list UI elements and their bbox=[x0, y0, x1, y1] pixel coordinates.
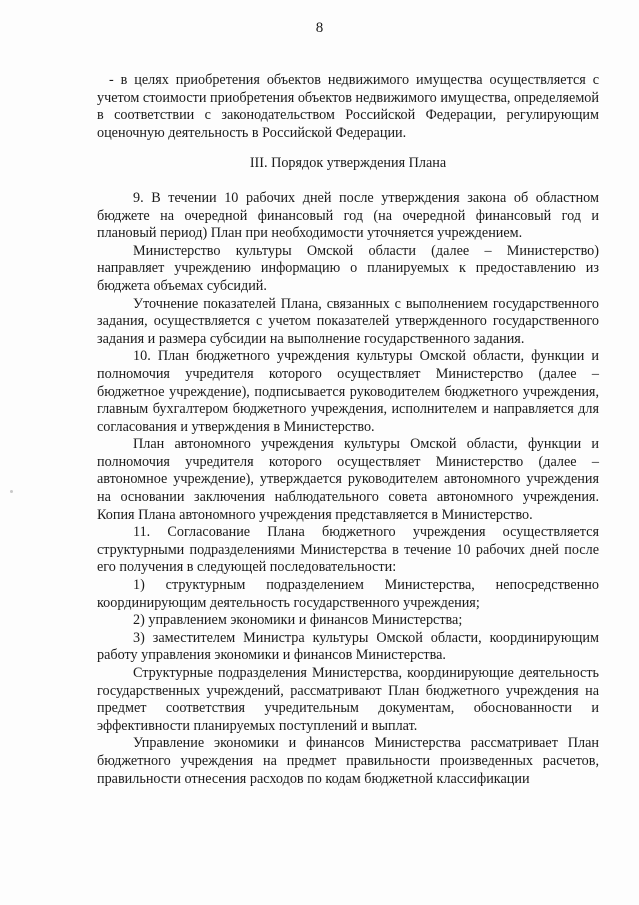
list-item-3: 3) заместителем Министра культуры Омской области, координирующим работу управления экономики и финансов Министерства. bbox=[97, 629, 599, 664]
paragraph-indicators: Уточнение показателей Плана, связанных с выполнением государственного задания, осуществляется с учетом показателей утвержденного государственного задания и размера субсидии на выполнение государственного задания. bbox=[97, 295, 599, 347]
page-number: 8 bbox=[315, 20, 324, 36]
paragraph-ministry-info: Министерство культуры Омской области (далее – Министерство) направляет учреждению информацию о планируемых к предоставлению из бюджета объемах субсидий. bbox=[97, 242, 599, 294]
list-item-2: 2) управлением экономики и финансов Министерства; bbox=[133, 612, 463, 629]
paragraph-11: 11. Согласование Плана бюджетного учреждения осуществляется структурными подразделениями Министерства в течение 10 рабочих дней после его получения в следующей последовательности: bbox=[97, 524, 599, 576]
section-title: III. Порядок утверждения Плана bbox=[249, 155, 447, 172]
paragraph-economics-finance: Управление экономики и финансов Министерства рассматривает План бюджетного учреждения на предмет правильности произведенных расчетов, правильности отнесения расходов по кодам бюджетной классификации bbox=[97, 735, 599, 787]
list-item-1: 1) структурным подразделением Министерства, непосредственно координирующим деятельность государственного учреждения; bbox=[97, 577, 599, 611]
paragraph-real-estate-acquisition: - в целях приобретения объектов недвижимого имущества осуществляется с учетом стоимости приобретения объектов недвижимого имущества, определяемой в соответствии с законодательством Российской Федерации, регулирующим оценочную деятельность в Российской Федерации. bbox=[97, 72, 599, 141]
document-body bbox=[97, 72, 599, 788]
paragraph-10: 10. План бюджетного учреждения культуры Омской области, функции и полномочия учредителя которого осуществляет Министерство (далее – бюджетное учреждение), подписывается руководителем бюджетного учреждения, главным бухгалтером бюджетного учреждения, исполнителем и направляется для согласования и утверждения в Министерство. bbox=[97, 348, 599, 435]
paragraph-autonomous-plan: План автономного учреждения культуры Омской области, функции и полномочия учредителя которого осуществляет Министерство (далее – автономное учреждение), утверждается руководителем автономного учреждения на основании заключения наблюдательного совета автономного учреждения. Копия Плана автономного учреждения представляется в Министерство. bbox=[97, 436, 599, 523]
paragraph-structural-divisions: Структурные подразделения Министерства, координирующие деятельность государственных учреждений, рассматривают План бюджетного учреждения на предмет соответствия учредительным документам, обоснованности и эффективности планируемых поступлений и выплат. bbox=[97, 665, 599, 734]
paragraph-9: 9. В течении 10 рабочих дней после утверждения закона об областном бюджете на очередной финансовый год (на очередной финансовый год и плановый период) План при необходимости уточняется учреждением. bbox=[97, 189, 599, 242]
scan-artifact bbox=[10, 490, 13, 493]
